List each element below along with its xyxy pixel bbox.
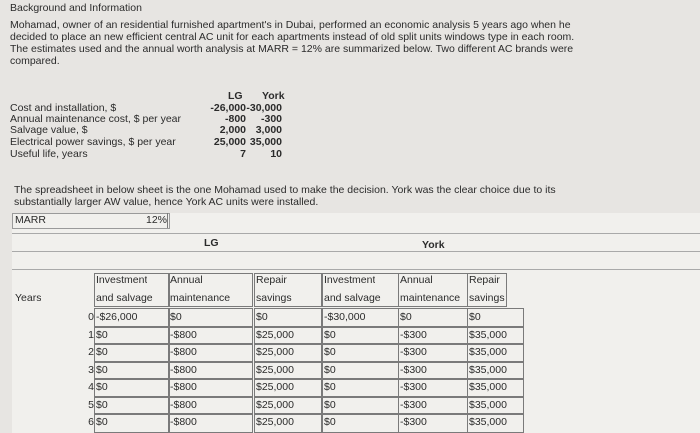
years-header: Years <box>15 292 42 304</box>
cost-york-value: -300 <box>260 113 282 125</box>
lg-investment-header: and salvage <box>96 292 153 304</box>
lg-investment-cell[interactable]: $0 <box>96 416 108 428</box>
spreadsheet <box>12 213 700 433</box>
marr-label: MARR <box>15 214 46 226</box>
cost-lg-value: 25,000 <box>213 136 246 148</box>
lg-investment-cell[interactable]: $0 <box>96 363 108 376</box>
cost-row-label: Electrical power savings, $ per year <box>10 136 176 148</box>
marr-value[interactable]: 12% <box>146 214 168 226</box>
year-cell[interactable]: 5 <box>88 398 94 411</box>
grid-line <box>12 269 700 270</box>
lg-investment-cell[interactable]: $0 <box>96 346 108 358</box>
lg-repair-cell[interactable]: $0 <box>256 311 268 323</box>
paragraph-line: compared. <box>10 55 60 67</box>
paragraph-line: Mohamad, owner of an residential furnished apartment's in Dubai, performed an economic analysis 5 years ago when he <box>10 19 571 31</box>
cost-lg-value: -26,000 <box>210 102 246 114</box>
york-group-title: York <box>422 239 445 251</box>
lg-repair-cell[interactable]: $25,000 <box>256 328 294 341</box>
lg-investment-cell[interactable]: $0 <box>96 398 108 411</box>
year-cell[interactable]: 2 <box>88 346 94 358</box>
year-cell[interactable]: 4 <box>88 381 94 393</box>
cost-york-value: 35,000 <box>249 136 282 148</box>
york-repair-cell[interactable]: $35,000 <box>469 381 507 393</box>
lg-maintenance-cell[interactable]: -$800 <box>170 381 197 393</box>
york-maintenance-cell[interactable]: -$300 <box>400 363 427 376</box>
section-heading: Background and Information <box>10 2 142 14</box>
cost-row-label: Useful life, years <box>10 148 88 160</box>
lg-investment-cell[interactable]: $0 <box>96 328 108 341</box>
cost-lg-value: 2,000 <box>219 124 246 136</box>
lg-repair-cell[interactable]: $25,000 <box>256 416 294 428</box>
york-repair-cell[interactable]: $35,000 <box>469 398 507 411</box>
cost-row-label: Annual maintenance cost, $ per year <box>10 113 182 125</box>
year-cell[interactable]: 3 <box>88 363 94 376</box>
lg-maintenance-cell[interactable]: $0 <box>170 311 182 323</box>
york-investment-cell[interactable]: $0 <box>324 381 336 393</box>
lg-repair-header: Repair <box>256 274 287 286</box>
lg-repair-cell[interactable]: $25,000 <box>256 381 294 393</box>
york-maintenance-cell[interactable]: -$300 <box>400 416 427 428</box>
york-maintenance-cell[interactable]: -$300 <box>400 346 427 358</box>
york-investment-cell[interactable]: $0 <box>324 346 336 358</box>
york-investment-cell[interactable]: $0 <box>324 328 336 341</box>
lg-maintenance-header: maintenance <box>170 292 231 304</box>
grid-line <box>12 233 700 234</box>
york-maintenance-cell[interactable]: -$300 <box>400 398 427 411</box>
marr-cell-edge <box>167 213 168 228</box>
york-repair-cell[interactable]: $35,000 <box>469 328 507 341</box>
york-investment-header: Investment <box>324 274 376 286</box>
lg-maintenance-cell[interactable]: -$800 <box>170 398 197 411</box>
lg-repair-cell[interactable]: $25,000 <box>256 346 294 358</box>
york-investment-cell[interactable]: -$30,000 <box>324 311 366 323</box>
lg-maintenance-header: Annual <box>170 274 203 286</box>
lg-maintenance-cell[interactable]: -$800 <box>170 346 197 358</box>
york-maintenance-cell[interactable]: -$300 <box>400 328 427 341</box>
year-cell[interactable]: 0 <box>88 311 94 323</box>
york-maintenance-header: Annual <box>400 274 433 286</box>
cost-row-label: Cost and installation, $ <box>10 102 117 114</box>
cost-table-header-york: York <box>262 90 285 102</box>
york-investment-cell[interactable]: $0 <box>324 398 336 411</box>
york-repair-cell[interactable]: $35,000 <box>469 363 507 376</box>
york-repair-cell[interactable]: $0 <box>469 311 481 323</box>
york-maintenance-cell[interactable]: -$300 <box>400 381 427 393</box>
cost-york-value: -30,000 <box>246 102 282 114</box>
cost-york-value: 3,000 <box>255 124 282 136</box>
york-maintenance-cell[interactable]: $0 <box>400 311 412 323</box>
year-cell[interactable]: 6 <box>88 416 94 428</box>
lg-investment-cell[interactable]: $0 <box>96 381 108 393</box>
lg-group-title: LG <box>204 237 219 249</box>
lg-repair-cell[interactable]: $25,000 <box>256 398 294 411</box>
year-cell[interactable]: 1 <box>88 328 94 341</box>
lg-repair-cell[interactable]: $25,000 <box>256 363 294 376</box>
york-repair-cell[interactable]: $35,000 <box>469 346 507 358</box>
cost-table-header-lg: LG <box>228 90 243 102</box>
lg-maintenance-cell[interactable]: -$800 <box>170 363 197 376</box>
york-repair-header: Repair <box>469 274 500 286</box>
paragraph-line: The estimates used and the annual worth analysis at MARR = 12% are summarized below. Two different AC brands were <box>10 43 574 55</box>
paragraph-line: decided to place an new efficient central AC unit for each apartments instead of old split units windows type in each room. <box>10 31 575 43</box>
cost-lg-value: -800 <box>224 113 246 125</box>
york-investment-cell[interactable]: $0 <box>324 363 336 376</box>
york-investment-header: and salvage <box>324 292 381 304</box>
paragraph-line: substantially larger AW value, hence York AC units were installed. <box>14 196 319 208</box>
york-maintenance-header: maintenance <box>400 292 461 304</box>
cost-row-label: Salvage value, $ <box>10 124 88 136</box>
lg-investment-cell[interactable]: -$26,000 <box>96 311 138 323</box>
york-repair-cell[interactable]: $35,000 <box>469 416 507 428</box>
lg-investment-header: Investment <box>96 274 148 286</box>
lg-maintenance-cell[interactable]: -$800 <box>170 416 197 428</box>
york-repair-header: savings <box>469 292 505 304</box>
cost-york-value: 10 <box>270 148 282 160</box>
grid-line <box>12 251 700 252</box>
lg-repair-header: savings <box>256 292 292 304</box>
lg-maintenance-cell[interactable]: -$800 <box>170 328 197 341</box>
paragraph-line: The spreadsheet in below sheet is the one Mohamad used to make the decision. York was the clear choice due to its <box>14 184 556 196</box>
cost-lg-value: 7 <box>240 148 246 160</box>
york-investment-cell[interactable]: $0 <box>324 416 336 428</box>
